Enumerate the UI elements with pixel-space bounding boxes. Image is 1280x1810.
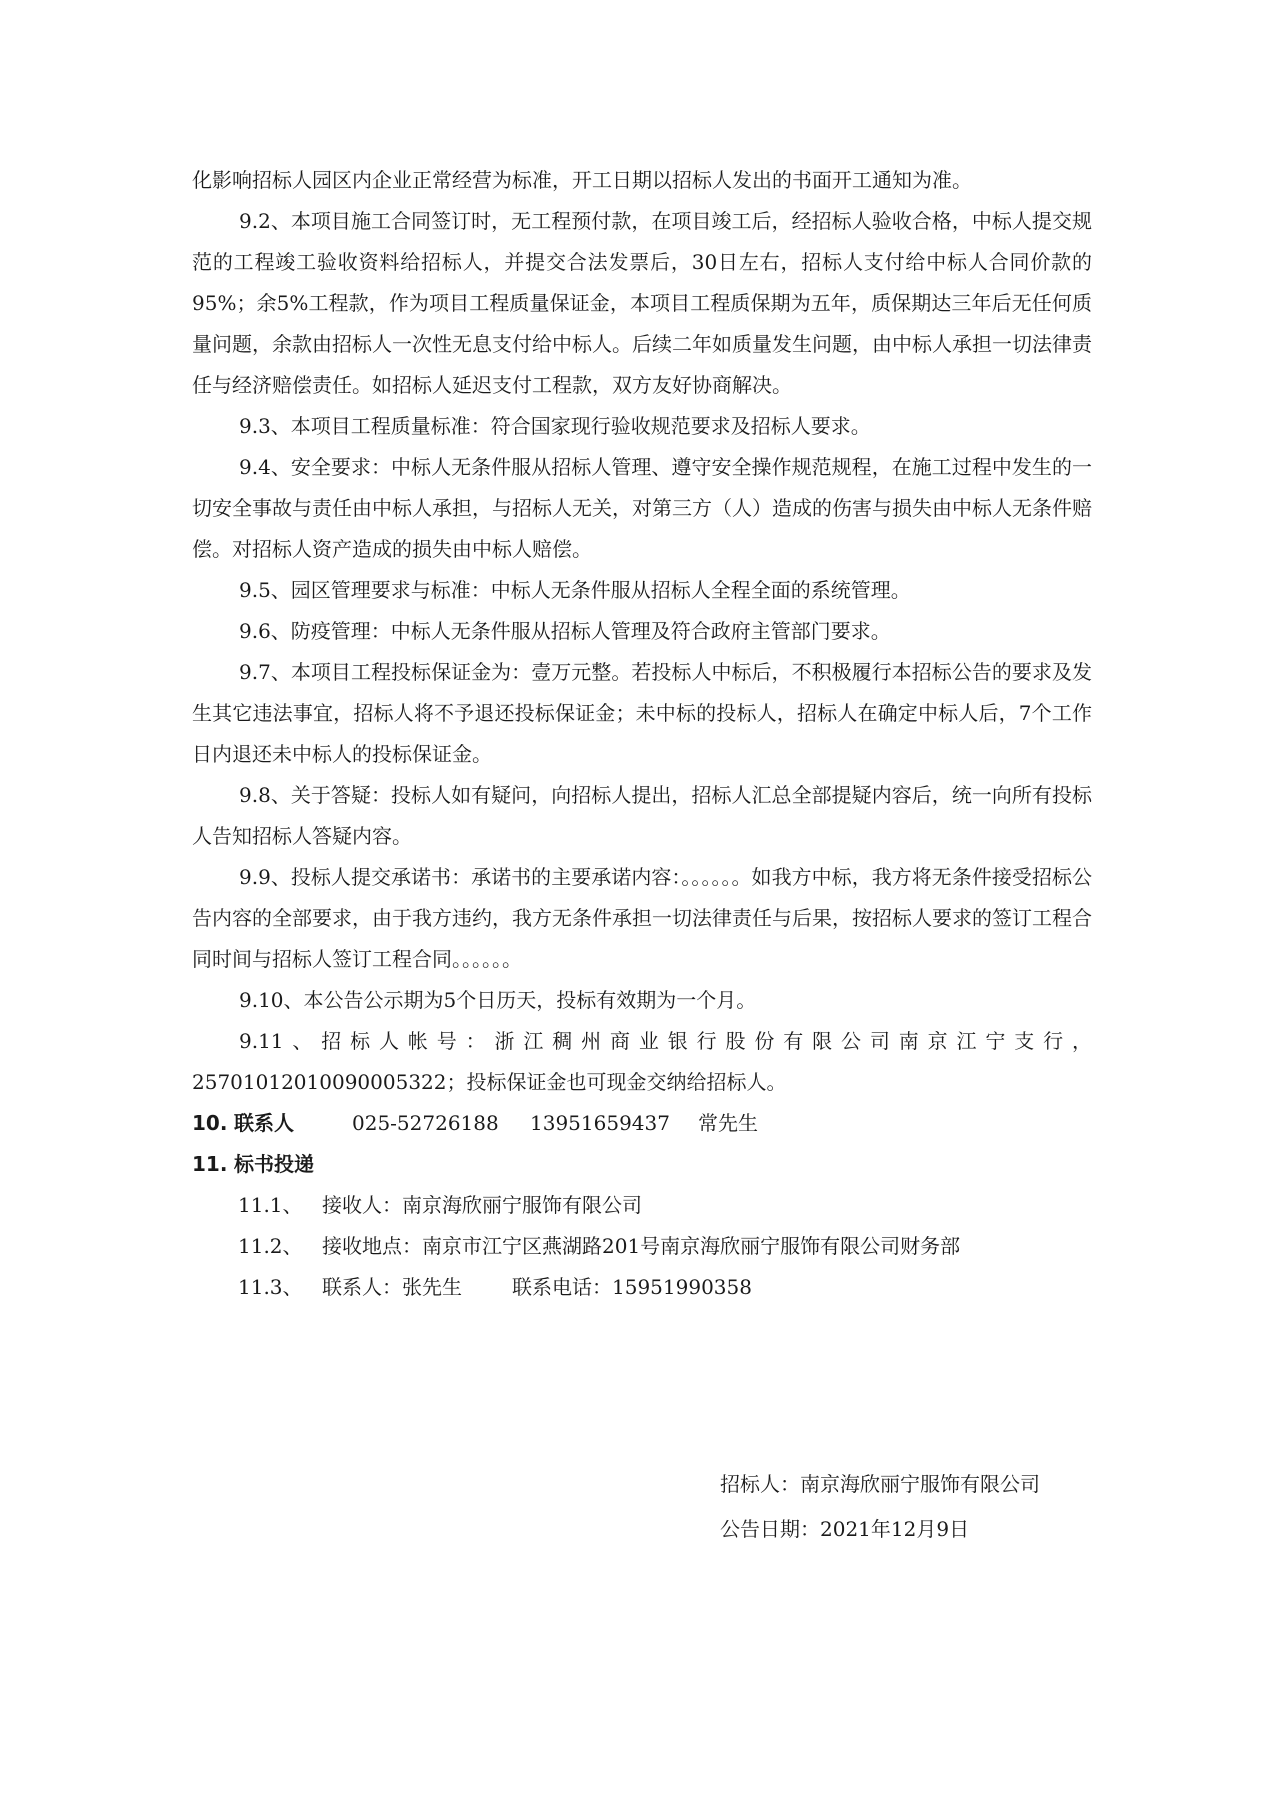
section-title: 标书投递 [234, 1152, 314, 1176]
clause-9-9: 9.9、投标人提交承诺书：承诺书的主要承诺内容：。。。。。。如我方中标，我方将无条件接受招标公告内容的全部要求，由于我方违约，我方无条件承担一切法律责任与后果，按招标人要求的签订工程合同时间与招标人签订工程合同。。。。。。 [192, 865, 1092, 971]
document-body [192, 160, 1092, 1308]
section-number: 11. [192, 1152, 228, 1176]
clause-text: 接收人：南京海欣丽宁服饰有限公司 [322, 1193, 642, 1217]
clause-9-10: 9.10、本公告公示期为5个日历天，投标有效期为一个月。 [239, 988, 757, 1012]
clause-9-4: 9.4、安全要求：中标人无条件服从招标人管理、遵守安全操作规范规程，在施工过程中发生的一切安全事故与责任由中标人承担，与招标人无关，对第三方（人）造成的伤害与损失由中标人无条件赔偿。对招标人资产造成的损失由中标人赔偿。 [192, 455, 1092, 561]
clause-text: 联系人：张先生 [322, 1275, 462, 1299]
clause-number: 11.3、 [238, 1275, 303, 1299]
clause-9-5: 9.5、园区管理要求与标准：中标人无条件服从招标人全程全面的系统管理。 [239, 578, 911, 602]
clause-number: 11.1、 [238, 1193, 303, 1217]
clause-9-2: 9.2、本项目施工合同签订时，无工程预付款，在项目竣工后，经招标人验收合格，中标人提交规范的工程竣工验收资料给招标人，并提交合法发票后，30日左右，招标人支付给中标人合同价款的95%；余5%工程款，作为项目工程质量保证金，本项目工程质保期为五年，质保期达三年后无任何质量问题，余款由招标人一次性无息支付给中标人。后续二年如质量发生问题，由中标人承担一切法律责任与经济赔偿责任。如招标人延迟支付工程款，双方友好协商解决。 [192, 209, 1092, 397]
clause-text: 接收地点：南京市江宁区燕湖路201号南京海欣丽宁服饰有限公司财务部 [322, 1234, 961, 1258]
clause-number: 11.2、 [238, 1234, 303, 1258]
section-11-heading [192, 1144, 1092, 1185]
clause-9-11: 9.11、招标人帐号：浙江稠州商业银行股份有限公司南京江宁支行，25701012010090005322；投标保证金也可现金交纳给招标人。 [192, 1029, 1092, 1094]
clause-11-2 [192, 1226, 1092, 1267]
section-number: 10. [192, 1111, 228, 1135]
clause-9-7: 9.7、本项目工程投标保证金为：壹万元整。若投标人中标后，不积极履行本招标公告的要求及发生其它违法事宜，招标人将不予退还投标保证金；未中标的投标人，招标人在确定中标人后，7个工作日内退还未中标人的投标保证金。 [192, 660, 1092, 766]
contact-name: 常先生 [698, 1111, 758, 1135]
clause-phone: 联系电话：15951990358 [512, 1275, 752, 1299]
contact-phone-mobile: 13951659437 [530, 1111, 670, 1135]
announcement-date: 公告日期：2021年12月9日 [720, 1517, 970, 1541]
section-10-contact [192, 1103, 1092, 1144]
paragraph-continuation: 化影响招标人园区内企业正常经营为标准，开工日期以招标人发出的书面开工通知为准。 [192, 168, 972, 192]
clause-11-1 [192, 1185, 1092, 1226]
clause-9-3: 9.3、本项目工程质量标准：符合国家现行验收规范要求及招标人要求。 [239, 414, 871, 438]
clause-9-6: 9.6、防疫管理：中标人无条件服从招标人管理及符合政府主管部门要求。 [239, 619, 891, 643]
contact-phone-landline: 025-52726188 [352, 1111, 499, 1135]
signature-block [720, 1462, 1120, 1552]
clause-9-8: 9.8、关于答疑：投标人如有疑问，向招标人提出，招标人汇总全部提疑内容后，统一向所有投标人告知招标人答疑内容。 [192, 783, 1092, 848]
clause-11-3 [192, 1267, 1092, 1308]
section-title: 联系人 [234, 1111, 294, 1135]
tenderer-name: 招标人：南京海欣丽宁服饰有限公司 [720, 1472, 1040, 1496]
